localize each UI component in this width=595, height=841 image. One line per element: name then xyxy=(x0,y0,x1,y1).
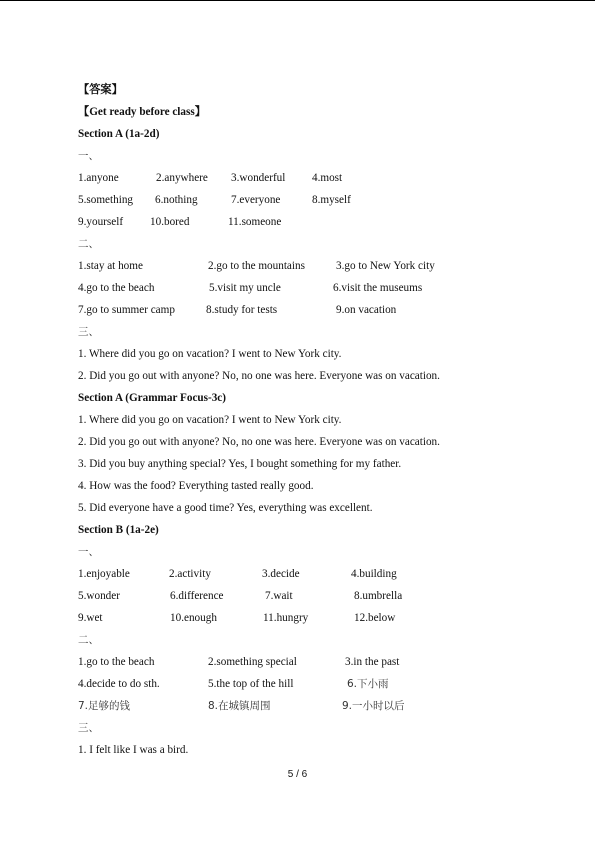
section-b-two-row-3 xyxy=(78,695,538,717)
list-item: 3.go to New York city xyxy=(336,260,435,272)
list-item: 4.decide to do sth. xyxy=(78,678,160,690)
section-b-one-row-2 xyxy=(78,585,538,607)
section-b-part-one: 一、 xyxy=(78,546,99,558)
list-item: 3.wonderful xyxy=(231,172,286,184)
list-item: 8.umbrella xyxy=(354,590,403,602)
list-item: 5.the top of the hill xyxy=(208,678,294,690)
list-item: 1.enjoyable xyxy=(78,568,130,580)
answer-header: 【答案】 xyxy=(78,84,123,96)
list-item: 7.everyone xyxy=(231,194,281,206)
list-item: 2.anywhere xyxy=(156,172,208,184)
sentence: 1. I felt like I was a bird. xyxy=(78,744,189,756)
list-item: 6.difference xyxy=(170,590,224,602)
list-item: 2.activity xyxy=(169,568,211,580)
list-item: 4.building xyxy=(351,568,397,580)
list-item: 10.bored xyxy=(150,216,190,228)
list-item: 11.hungry xyxy=(263,612,309,624)
section-a-title: Section A (1a-2d) xyxy=(78,128,160,140)
list-item: 4.most xyxy=(312,172,343,184)
section-a-two-row-3 xyxy=(78,299,538,321)
list-item: 3.in the past xyxy=(345,656,400,668)
section-b-one-row-1 xyxy=(78,563,538,585)
section-a-part-three: 三、 xyxy=(78,326,99,338)
list-item: 5.something xyxy=(78,194,134,206)
section-a-one-row-3 xyxy=(78,211,538,233)
sentence: 4. How was the food? Everything tasted really good. xyxy=(78,480,314,492)
list-item: 6.下小雨 xyxy=(347,678,389,690)
sentence: 1. Where did you go on vacation? I went to New York city. xyxy=(78,414,342,426)
list-item: 8.study for tests xyxy=(206,304,278,316)
section-b-two-row-2 xyxy=(78,673,538,695)
list-item: 7.足够的钱 xyxy=(78,700,131,712)
section-b-two-row-1 xyxy=(78,651,538,673)
sentence: 3. Did you buy anything special? Yes, I bought something for my father. xyxy=(78,458,402,470)
sentence: 2. Did you go out with anyone? No, no one was here. Everyone was on vacation. xyxy=(78,370,440,382)
list-item: 4.go to the beach xyxy=(78,282,155,294)
list-item: 6.nothing xyxy=(155,194,198,206)
page-number: 5 / 6 xyxy=(287,769,308,780)
sentence: 5. Did everyone have a good time? Yes, everything was excellent. xyxy=(78,502,373,514)
answer-page xyxy=(78,79,538,761)
list-item: 6.visit the museums xyxy=(333,282,423,294)
list-item: 7.wait xyxy=(265,590,293,602)
list-item: 9.on vacation xyxy=(336,304,397,316)
section-a-one-row-2 xyxy=(78,189,538,211)
list-item: 8.myself xyxy=(312,194,351,206)
list-item: 2.go to the mountains xyxy=(208,260,305,272)
top-rule xyxy=(0,0,595,1)
section-b-part-three: 三、 xyxy=(78,722,99,734)
list-item: 1.go to the beach xyxy=(78,656,155,668)
list-item: 9.yourself xyxy=(78,216,124,228)
list-item: 5.wonder xyxy=(78,590,120,602)
list-item: 8.在城镇周围 xyxy=(208,700,271,712)
section-b-one-row-3 xyxy=(78,607,538,629)
list-item: 10.enough xyxy=(170,612,217,624)
list-item: 5.visit my uncle xyxy=(209,282,281,294)
list-item: 1.anyone xyxy=(78,172,119,184)
ready-header: 【Get ready before class】 xyxy=(78,106,206,118)
section-a-one-row-1 xyxy=(78,167,538,189)
list-item: 11.someone xyxy=(228,216,282,228)
list-item: 3.decide xyxy=(262,568,300,580)
sentence: 2. Did you go out with anyone? No, no one was here. Everyone was on vacation. xyxy=(78,436,440,448)
list-item: 2.something special xyxy=(208,656,297,668)
list-item: 9.一小时以后 xyxy=(342,700,405,712)
section-a-two-row-1 xyxy=(78,255,538,277)
grammar-focus-title: Section A (Grammar Focus-3c) xyxy=(78,392,226,404)
section-b-part-two: 二、 xyxy=(78,634,99,646)
sentence: 1. Where did you go on vacation? I went to New York city. xyxy=(78,348,342,360)
section-a-part-two: 二、 xyxy=(78,238,99,250)
section-b-title: Section B (1a-2e) xyxy=(78,524,159,536)
section-a-two-row-2 xyxy=(78,277,538,299)
section-a-part-one: 一、 xyxy=(78,150,99,162)
list-item: 1.stay at home xyxy=(78,260,143,272)
list-item: 7.go to summer camp xyxy=(78,304,175,316)
list-item: 9.wet xyxy=(78,612,103,624)
list-item: 12.below xyxy=(354,612,396,624)
